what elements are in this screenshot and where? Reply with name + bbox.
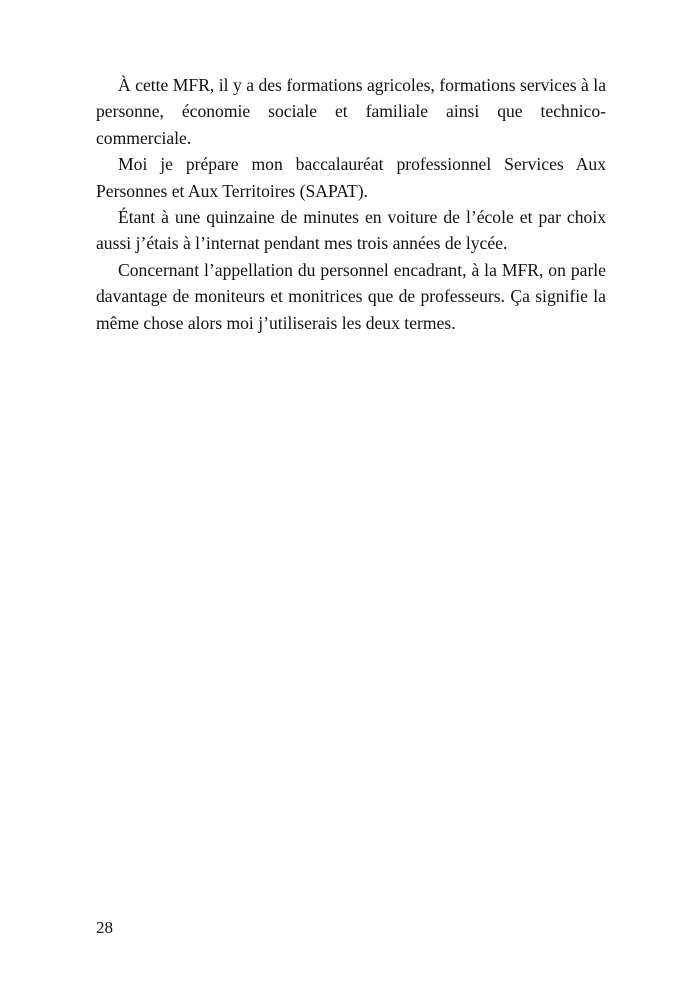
body-text	[96, 72, 606, 336]
paragraph-3: Étant à une quinzaine de minutes en voiture de l’école et par choix aussi j’étais à l’internat pendant mes trois années de lycée.	[96, 207, 606, 254]
paragraph-1: À cette MFR, il y a des formations agricoles, formations services à la personne, économie sociale et familiale ainsi que technico-commerciale.	[96, 75, 606, 148]
paragraph-2: Moi je prépare mon baccalauréat professionnel Services Aux Personnes et Aux Territoires (SAPAT).	[96, 154, 606, 201]
paragraph-4: Concernant l’appellation du personnel encadrant, à la MFR, on parle davantage de moniteurs et monitrices que de professeurs. Ça signifie la même chose alors moi j’utiliserais les deux termes.	[96, 259, 606, 333]
page-number: 28	[96, 918, 113, 937]
